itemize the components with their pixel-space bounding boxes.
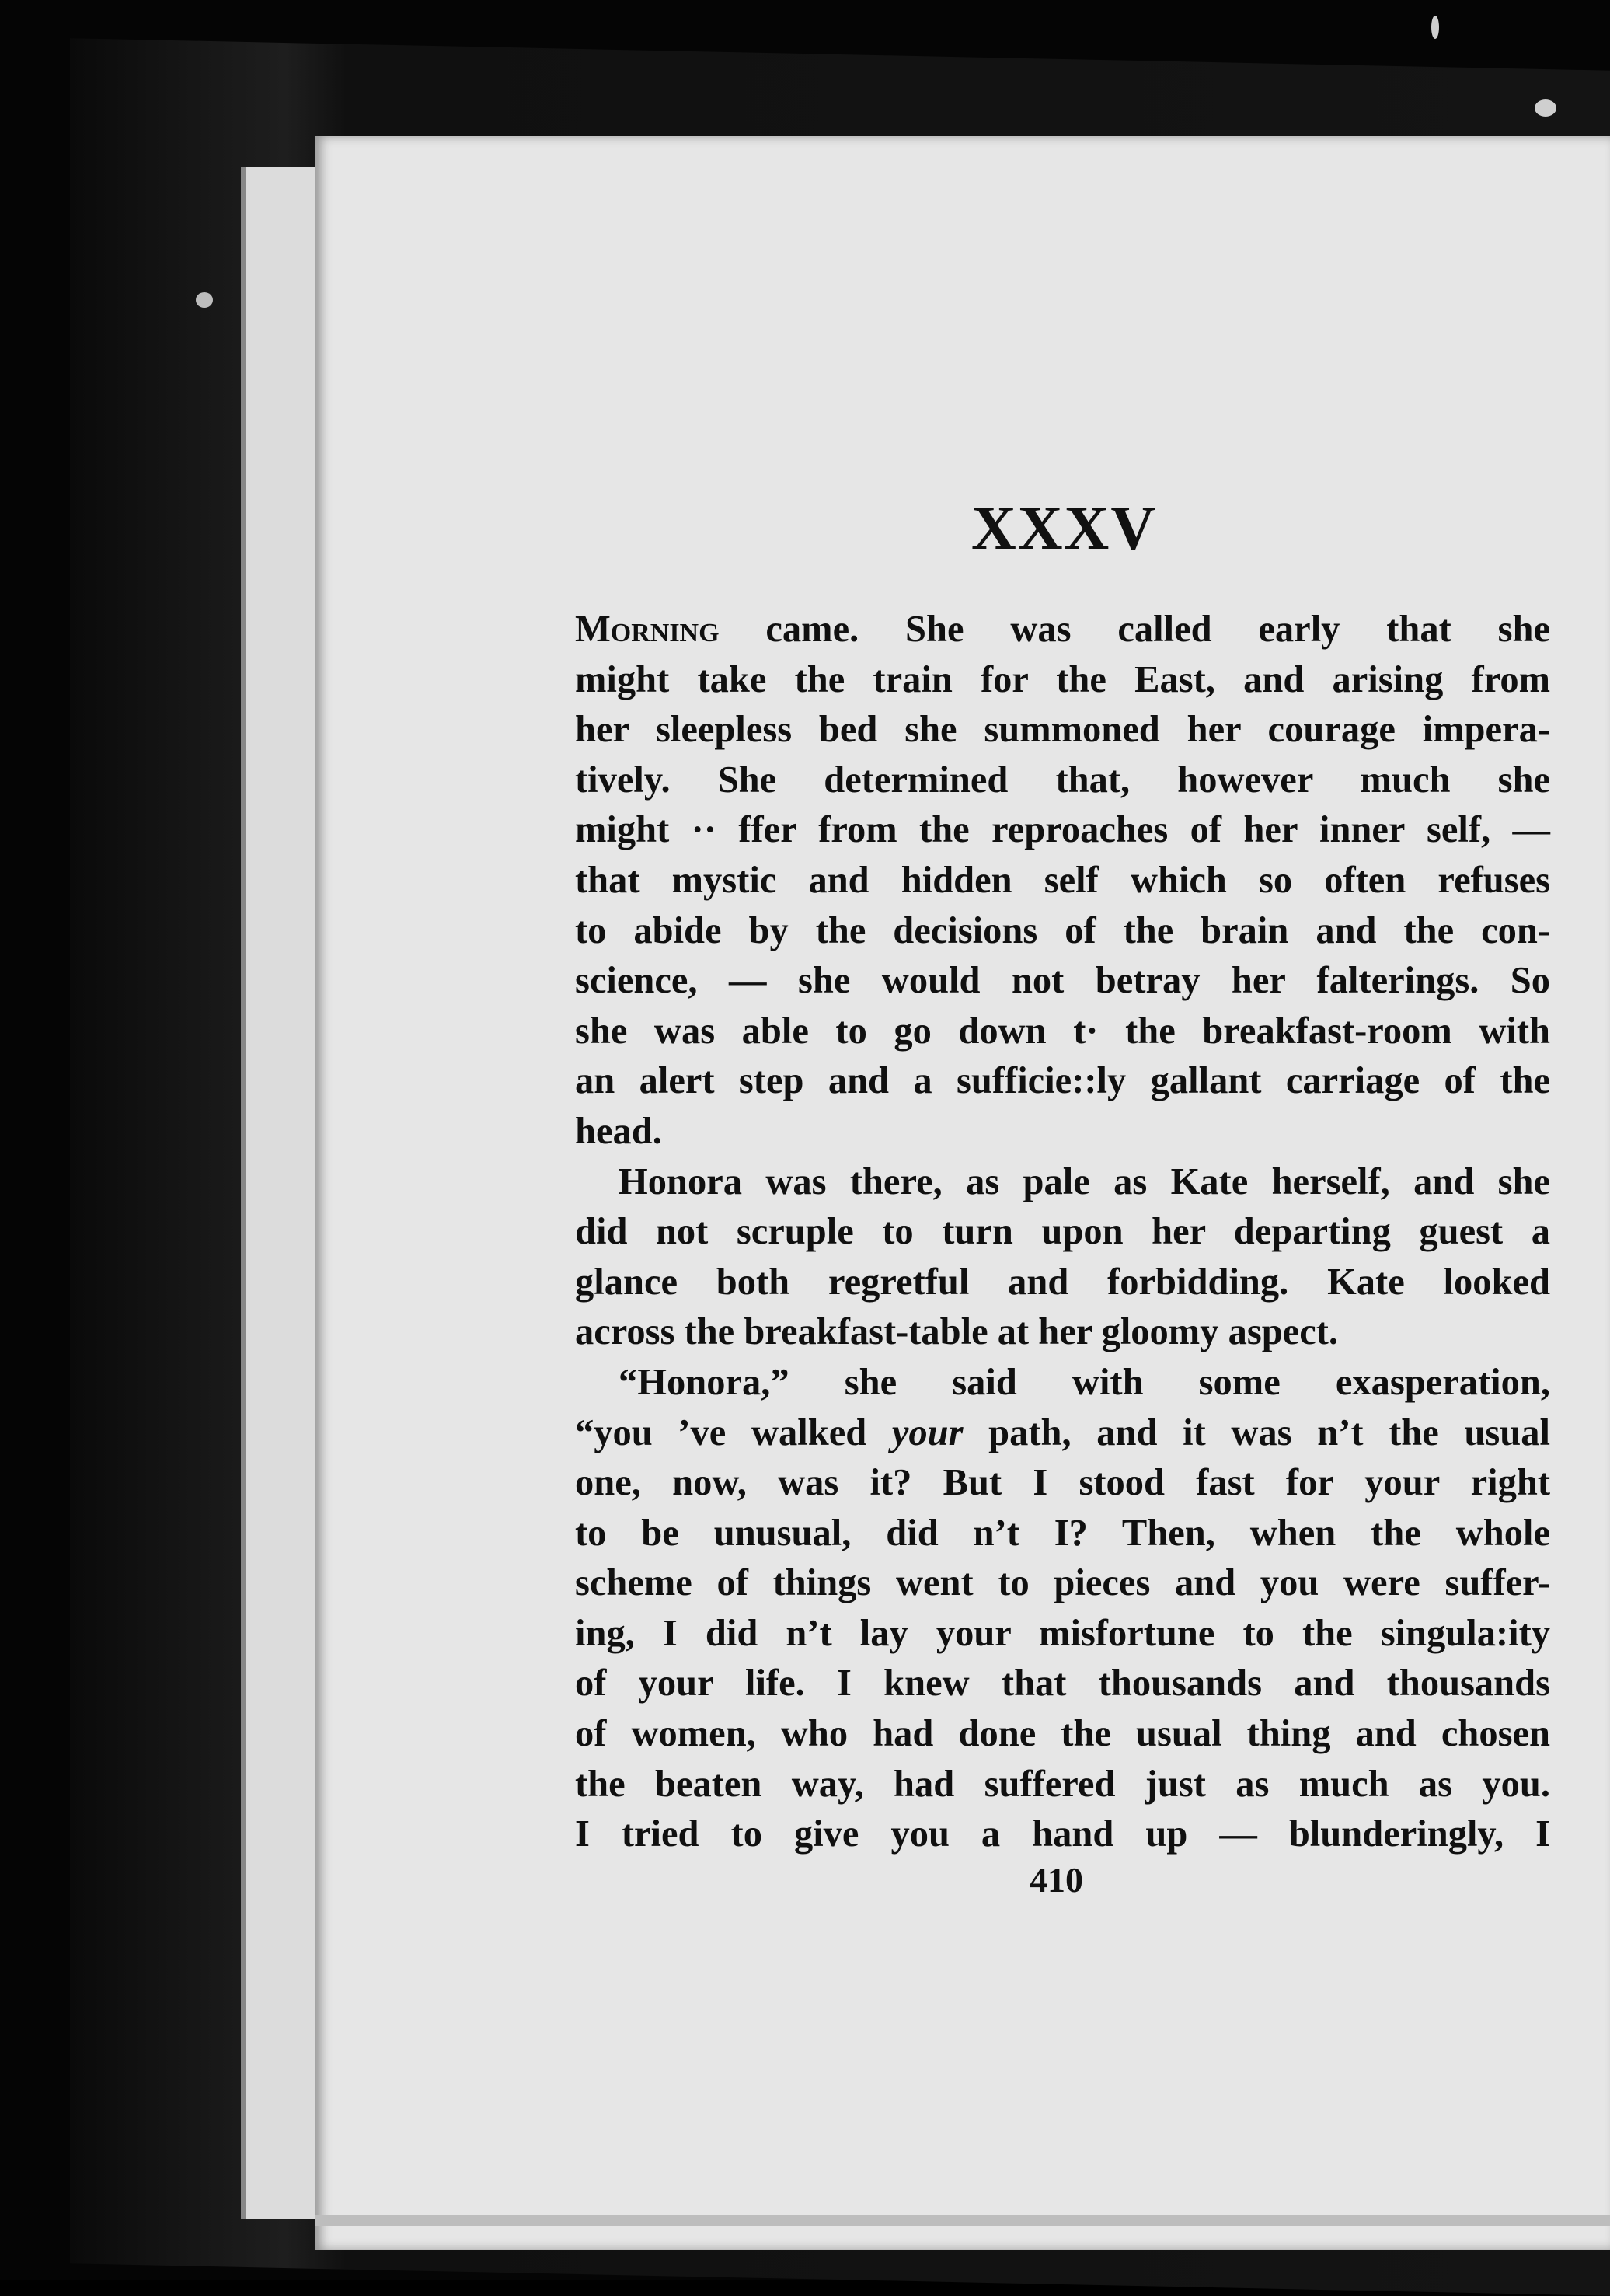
- text-line: that mystic and hidden self which so often refuses: [575, 859, 1550, 901]
- text-line: glance both regretful and forbidding. Kate looked: [575, 1261, 1550, 1303]
- body-text: [575, 605, 1550, 1860]
- scan-speck: [196, 292, 213, 308]
- paragraph-2: [575, 1157, 1550, 1358]
- text-line: [575, 1408, 1550, 1459]
- paragraph-1: [575, 605, 1550, 1157]
- text-line: I tried to give you a hand up — blunderingly, I: [575, 1813, 1550, 1855]
- text-line: across the breakfast-table at her gloomy aspect.: [575, 1311, 1339, 1353]
- text-line: to be unusual, did n’t I? Then, when the whole: [575, 1512, 1550, 1554]
- line-text: came. She was called early that she: [719, 609, 1550, 650]
- text-line: science, — she would not betray her falterings. So: [575, 960, 1550, 1002]
- text-line: her sleepless bed she summoned her courage impera-: [575, 709, 1550, 751]
- text-line: Honora was there, as pale as Kate herself, and she: [619, 1160, 1550, 1202]
- scan-speck: [1535, 99, 1556, 117]
- text-line: an alert step and a sufficie::ly gallant carriage of the: [575, 1060, 1550, 1102]
- lead-word-smallcaps: Morning: [575, 609, 720, 650]
- text-line: “Honora,” she said with some exasperation,: [619, 1361, 1550, 1403]
- text-line: might take the train for the East, and arising from: [575, 658, 1550, 700]
- italic-emphasis: your: [891, 1411, 964, 1453]
- text-line: she was able to go down t· the breakfast-room with: [575, 1010, 1550, 1052]
- page-number: 410: [1030, 1860, 1083, 1900]
- line-text: path, and it was n’t the usual: [963, 1411, 1551, 1453]
- text-line: might ·· ffer from the reproaches of her inner self, —: [575, 809, 1550, 851]
- paragraph-3: [575, 1358, 1550, 1860]
- text-line: to abide by the decisions of the brain and the con-: [575, 909, 1550, 951]
- text-line: ing, I did n’t lay your misfortune to the singula:ity: [575, 1612, 1550, 1654]
- text-line: one, now, was it? But I stood fast for your right: [575, 1462, 1550, 1504]
- text-line: of your life. I knew that thousands and thousands: [575, 1663, 1550, 1705]
- text-line: scheme of things went to pieces and you were suffer-: [575, 1562, 1550, 1604]
- text-line: [575, 605, 1550, 655]
- chapter-heading: XXXV: [971, 494, 1158, 563]
- text-line: the beaten way, had suffered just as much as you.: [575, 1763, 1550, 1805]
- scan-speck: [1431, 16, 1439, 39]
- text-line: head.: [575, 1110, 662, 1152]
- text-line: of women, who had done the usual thing and chosen: [575, 1713, 1550, 1755]
- line-text: “you ’ve walked: [575, 1411, 892, 1453]
- text-line: did not scruple to turn upon her departing guest a: [575, 1211, 1550, 1253]
- text-line: tively. She determined that, however much she: [575, 759, 1550, 801]
- page-bottom-edge: [315, 2215, 1610, 2226]
